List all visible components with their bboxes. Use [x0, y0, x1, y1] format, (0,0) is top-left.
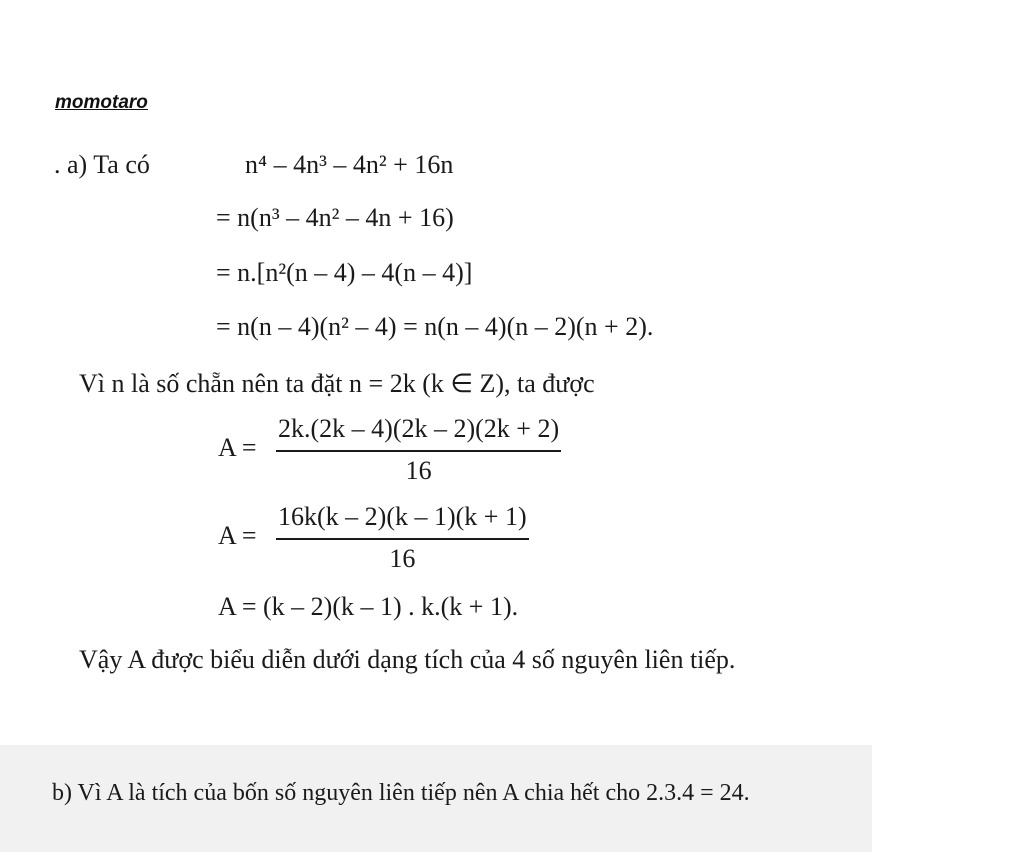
fraction-2-numerator: 16k(k – 2)(k – 1)(k + 1)	[276, 502, 529, 540]
fraction-1-denominator: 16	[405, 456, 432, 485]
fraction-1-label: A =	[218, 433, 257, 462]
expression-line-2: = n(n³ – 4n² – 4n + 16)	[216, 203, 454, 232]
part-a-intro: . a) Ta có	[54, 150, 150, 179]
conclusion: Vậy A được biểu diễn dưới dạng tích của 4 số nguyên liên tiếp.	[79, 645, 736, 674]
result-line: A = (k – 2)(k – 1) . k.(k + 1).	[218, 592, 519, 621]
fraction-2-denominator: 16	[389, 544, 416, 573]
part-b-text: b) Vì A là tích của bốn số nguyên liên tiếp nên A chia hết cho 2.3.4 = 24.	[52, 780, 750, 806]
author-link[interactable]: momotaro	[55, 92, 148, 113]
expression-line-1: n⁴ – 4n³ – 4n² + 16n	[245, 150, 454, 179]
substitution-statement: Vì n là số chẵn nên ta đặt n = 2k (k ∈ Z), ta được	[79, 369, 595, 398]
fraction-1-numerator: 2k.(2k – 4)(2k – 2)(2k + 2)	[276, 414, 561, 452]
expression-line-3: = n.[n²(n – 4) – 4(n – 4)]	[216, 258, 473, 287]
expression-line-4: = n(n – 4)(n² – 4) = n(n – 4)(n – 2)(n + 2).	[216, 312, 654, 341]
fraction-2-label: A =	[218, 521, 257, 550]
fraction-2	[276, 502, 529, 574]
fraction-1	[276, 414, 561, 486]
